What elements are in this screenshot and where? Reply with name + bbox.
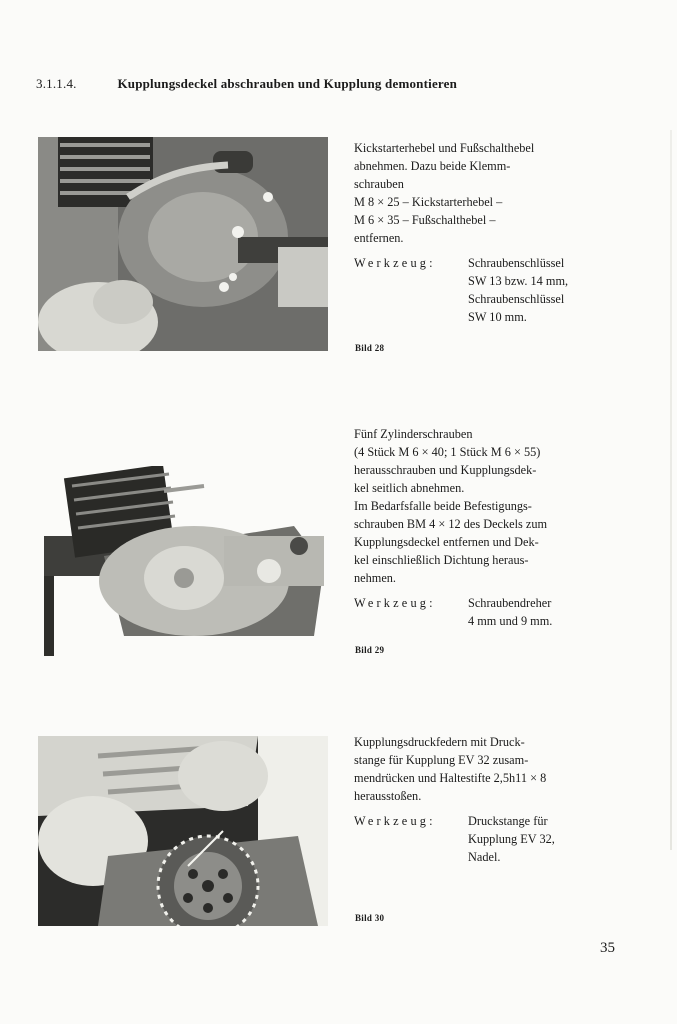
page-crease — [670, 130, 672, 850]
tool-row — [354, 812, 616, 866]
tool-value — [468, 254, 616, 326]
text-line: kel einschließlich Dichtung heraus- — [354, 553, 529, 567]
tool-line: SW 13 bzw. 14 mm, — [468, 274, 569, 288]
text-line: Kupplungsdeckel entfernen und Dek- — [354, 535, 539, 549]
text-line: herausschrauben und Kupplungsdek- — [354, 463, 537, 477]
text-line: mendrücken und Haltestifte 2,5h11 × 8 — [354, 771, 547, 785]
tool-line: Schraubenschlüssel — [468, 292, 565, 306]
text-line: herausstoßen. — [354, 789, 422, 803]
tool-label: Werkzeug: — [354, 256, 436, 270]
figure-caption: Bild 28 — [355, 343, 385, 353]
text-line: entfernen. — [354, 231, 404, 245]
tool-row — [354, 254, 616, 326]
figure-text-block — [354, 425, 616, 630]
text-line: schrauben BM 4 × 12 des Deckels zum — [354, 517, 548, 531]
tool-line: Kupplung EV 32, — [468, 832, 555, 846]
text-line: stange für Kupplung EV 32 zusam- — [354, 753, 529, 767]
tool-line: Schraubendreher — [468, 596, 552, 610]
tool-value — [468, 594, 616, 630]
tool-line: Schraubenschlüssel — [468, 256, 565, 270]
text-line: schrauben — [354, 177, 404, 191]
section-title: Kupplungsdeckel abschrauben und Kupplung demontieren — [117, 76, 458, 91]
tool-value — [468, 812, 616, 866]
text-line: Fünf Zylinderschrauben — [354, 427, 473, 441]
figure-caption: Bild 29 — [355, 645, 385, 655]
photo-clutch-cover — [44, 466, 328, 656]
text-line: (4 Stück M 6 × 40; 1 Stück M 6 × 55) — [354, 445, 541, 459]
text-line: Kupplungsdruckfedern mit Druck- — [354, 735, 525, 749]
text-line: M 6 × 35 – Fußschalthebel – — [354, 213, 496, 227]
tool-line: Druckstange für — [468, 814, 548, 828]
tool-label: Werkzeug: — [354, 596, 436, 610]
text-line: Im Bedarfsfalle beide Befestigungs- — [354, 499, 532, 513]
tool-line: 4 mm und 9 mm. — [468, 614, 553, 628]
tool-line: SW 10 mm. — [468, 310, 527, 324]
tool-row — [354, 594, 616, 630]
text-line: M 8 × 25 – Kickstarterhebel – — [354, 195, 503, 209]
figure-caption: Bild 30 — [355, 913, 385, 923]
text-line: abnehmen. Dazu beide Klemm- — [354, 159, 511, 173]
section-header — [36, 76, 457, 92]
page-number: 35 — [600, 940, 615, 956]
tool-label: Werkzeug: — [354, 814, 436, 828]
section-number: 3.1.1.4. — [36, 76, 77, 91]
text-line: nehmen. — [354, 571, 397, 585]
text-line: kel seitlich abnehmen. — [354, 481, 465, 495]
text-line: Kickstarterhebel und Fußschalthebel — [354, 141, 535, 155]
tool-line: Nadel. — [468, 850, 501, 864]
figure-text-block — [354, 733, 616, 866]
photo-kickstarter — [38, 137, 328, 351]
photo-clutch-springs — [38, 736, 328, 926]
figure-text-block — [354, 139, 616, 326]
